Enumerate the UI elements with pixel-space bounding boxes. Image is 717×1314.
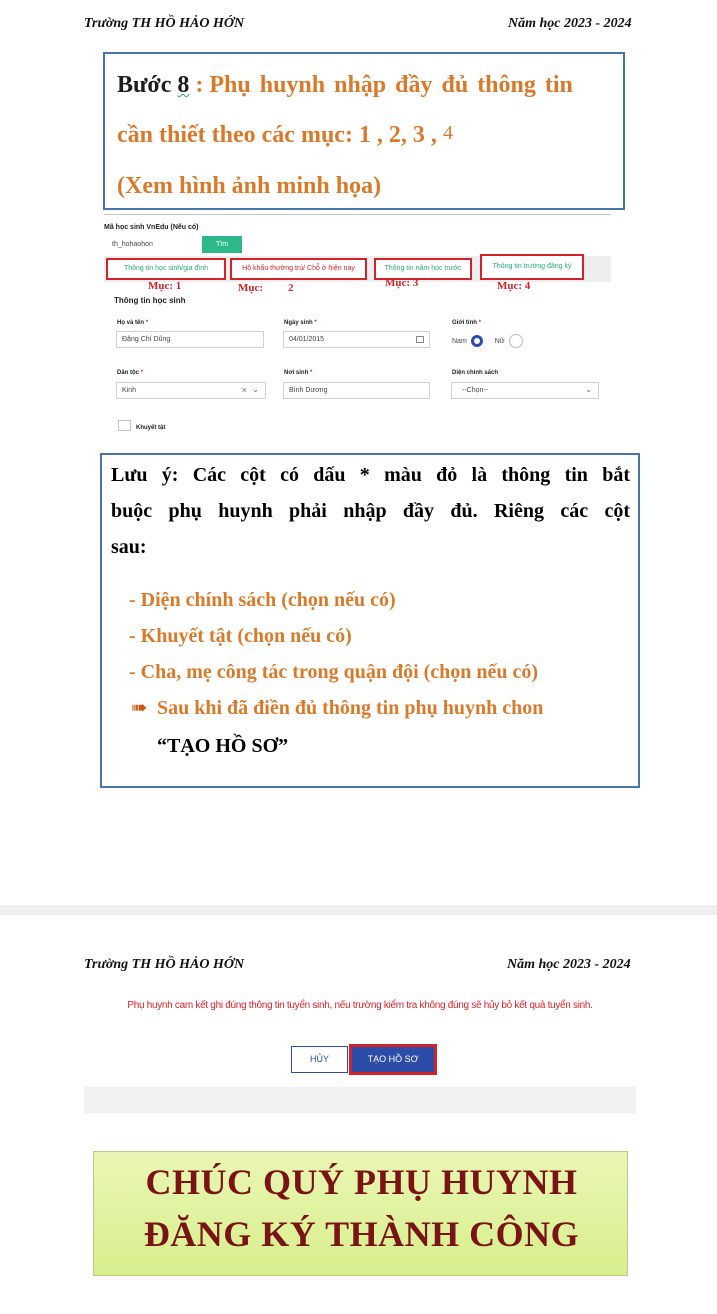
- form-screenshot: [104, 214, 611, 438]
- congrats-banner: [93, 1151, 628, 1276]
- name-input[interactable]: Đặng Chí Dũng: [116, 331, 264, 348]
- note-line-2: buộc phụ huynh phải nhập đầy đủ. Riêng các cột: [111, 500, 630, 522]
- muc-label-4: Mục: 4: [497, 280, 531, 292]
- divider: [104, 214, 611, 215]
- muc-label-2-number: 2: [288, 282, 294, 294]
- gender-female-radio[interactable]: [509, 334, 523, 348]
- gender-options: [452, 334, 523, 348]
- note-arrow-text: Sau khi đã điền đủ thông tin phụ huynh chon: [157, 697, 544, 719]
- vnedu-label: Mã học sinh VnEdu (Nếu có): [104, 224, 199, 231]
- name-label: Họ và tên *: [117, 320, 149, 326]
- tab-residence[interactable]: Hộ khẩu thường trú/ Chỗ ở hiện nay: [230, 258, 367, 280]
- dob-input[interactable]: [283, 331, 430, 348]
- page-separator: [0, 905, 717, 915]
- step-text-line1: Phụ huynh nhập đầy đủ thông tin: [209, 72, 573, 98]
- page-header-school: Trường TH HỒ HẢO HỚN: [84, 16, 245, 31]
- clear-icon[interactable]: ×: [241, 385, 247, 395]
- note-line-3: sau:: [111, 536, 147, 558]
- gender-female-label: Nữ: [494, 337, 505, 345]
- search-button[interactable]: Tìm: [202, 236, 242, 253]
- step-colon: :: [189, 72, 204, 98]
- congrats-line-1: CHÚC QUÝ PHỤ HUYNH: [145, 1162, 578, 1202]
- policy-value: --Chọn--: [462, 387, 489, 394]
- policy-label: Diện chính sách: [452, 370, 499, 376]
- chevron-down-icon[interactable]: ⌄: [585, 385, 592, 394]
- chevron-down-icon[interactable]: ⌄: [252, 385, 259, 394]
- step-number: 8: [177, 72, 190, 98]
- arrow-right-icon: ➠: [131, 697, 148, 719]
- birthplace-label: Nơi sinh *: [284, 370, 313, 376]
- muc-label-3: Mục: 3: [385, 277, 419, 289]
- create-profile-button[interactable]: TẠO HỒ SƠ: [349, 1044, 437, 1075]
- ethnic-select[interactable]: [116, 382, 266, 399]
- note-arrow-line-2: “TẠO HỒ SƠ”: [157, 735, 289, 757]
- commitment-text: Phụ huynh cam kết ghi đúng thông tin tuyển sinh, nếu trường kiểm tra không đúng sẽ hủy bỏ kết quả tuyển sinh.: [127, 1000, 593, 1011]
- note-bullet-policy: - Diện chính sách (chọn nếu có): [129, 589, 396, 611]
- step-label: Bước: [117, 72, 172, 98]
- congrats-line-2: ĐĂNG KÝ THÀNH CÔNG: [143, 1214, 580, 1254]
- section-title: Thông tin học sinh: [114, 296, 186, 305]
- tab-student-family[interactable]: Thông tin học sinh/gia đình: [106, 258, 226, 280]
- commitment-panel: [84, 987, 636, 1113]
- step-text-item4: 4: [442, 122, 453, 144]
- calendar-icon[interactable]: [416, 336, 424, 343]
- disability-checkbox[interactable]: [118, 420, 131, 431]
- gender-male-radio[interactable]: [471, 335, 483, 347]
- tab-previous-year[interactable]: Thông tin năm học trước: [374, 258, 472, 280]
- cancel-button[interactable]: HỦY: [291, 1046, 348, 1073]
- step-instruction-box: [103, 52, 625, 210]
- gender-label: Giới tính *: [452, 320, 481, 326]
- step-line-2: [117, 110, 613, 161]
- gender-male-label: Nam: [452, 337, 467, 345]
- vnedu-input[interactable]: th_hohaohon: [104, 237, 202, 254]
- disability-label: Khuyết tật: [136, 425, 166, 431]
- tab-registered-school[interactable]: Thông tin trường đăng ký: [480, 254, 584, 280]
- page2-header-year: Năm học 2023 - 2024: [507, 957, 631, 972]
- muc-label-1: Mục: 1: [148, 280, 182, 292]
- page-header-year: Năm học 2023 - 2024: [508, 16, 632, 31]
- muc-label-2: Mục:: [238, 282, 264, 294]
- ethnic-label: Dân tộc *: [117, 370, 144, 376]
- page2-header-school: Trường TH HỒ HẢO HỚN: [84, 957, 245, 972]
- dob-label: Ngày sinh *: [284, 320, 317, 326]
- note-bullet-disability: - Khuyết tật (chọn nếu có): [129, 625, 352, 647]
- note-line-1: Lưu ý: Các cột có dấu * màu đỏ là thông tin bắt: [111, 464, 630, 486]
- note-bullet-military: - Cha, mẹ công tác trong quận đội (chọn nếu có): [129, 661, 539, 683]
- step-text-line2: cần thiết theo các mục: 1 , 2, 3 ,: [117, 122, 437, 148]
- ethnic-value: Kinh: [122, 387, 137, 394]
- step-line-3: (Xem hình ảnh minh họa): [117, 173, 382, 199]
- policy-select[interactable]: [451, 382, 599, 399]
- step-line-1: [117, 60, 613, 110]
- birthplace-input[interactable]: Bình Dương: [283, 382, 430, 399]
- note-box: [100, 453, 640, 788]
- note-arrow-line: [131, 690, 630, 728]
- dob-value: 04/01/2015: [289, 336, 325, 343]
